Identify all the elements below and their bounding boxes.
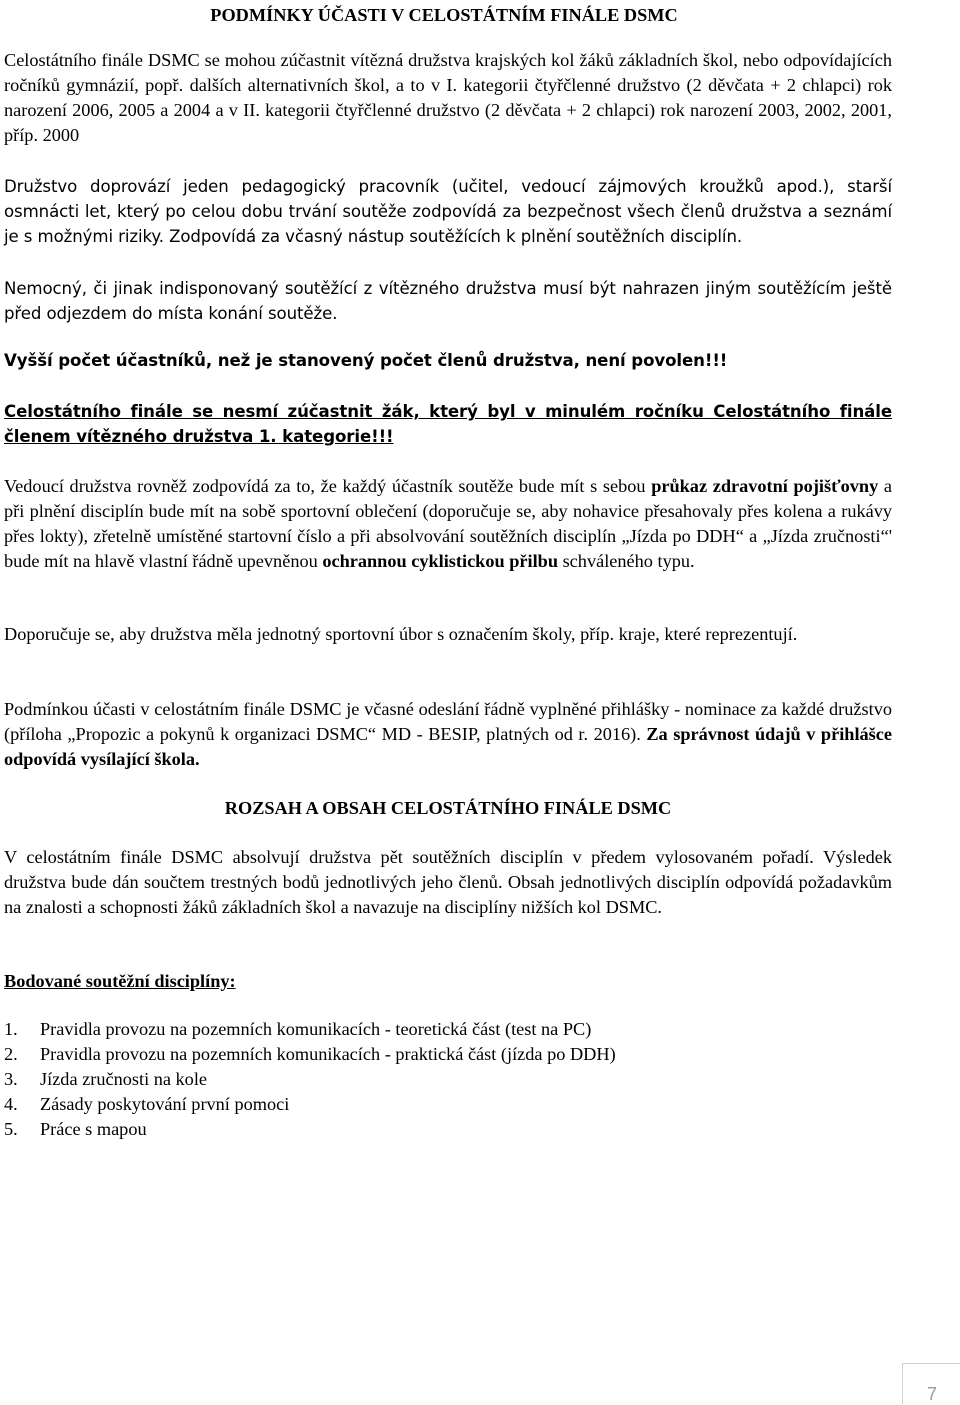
equipment-text-e: schváleného typu.: [558, 551, 695, 571]
paragraph-replacement: Nemocný, či jinak indisponovaný soutěžící z vítězného družstva musí být nahrazen jiným soutěžícím ještě před odjezdem do místa konání soutěže.: [4, 279, 892, 323]
list-item-text: Práce s mapou: [40, 1119, 147, 1139]
eligibility-text-a: Celostátního finále DSMC se mohou zúčastnit vítězná družstva krajských kol žáků základních škol, nebo odpovídajících ročníků gymnázií, popř.: [4, 50, 892, 95]
paragraph-exclusion-rule: Celostátního finále se nesmí zúčastnit žák, který byl v minulém ročníku Celostátního finále členem vítězného družstva 1. kategorie!!!: [4, 402, 892, 446]
registration-responsibility: Za správnost údajů v přihlášce odpovídá vysílající škola.: [4, 724, 893, 769]
list-item: [4, 1067, 892, 1092]
list-item: [4, 1042, 892, 1067]
list-item-text: Jízda zručnosti na kole: [40, 1069, 208, 1089]
equipment-text-c: a při plnění disciplín bude mít na sobě sportovní oblečení (doporučuje se, aby nohavice přesahovaly přes kolena a rukávy přes lokty), zřetelně umístěné startovní číslo a při absolvování soutěžních disciplín „Jízda po DDH“ a „Jízda zručnosti“' bude mít na hlavě vlastní řádně upevněnou: [4, 476, 892, 571]
paragraph-supervisor: [4, 174, 892, 249]
list-item-number: 3.: [4, 1069, 18, 1089]
list-item-number: 1.: [4, 1019, 18, 1039]
list-item-text: Pravidla provozu na pozemních komunikacích - praktická část (jízda po DDH): [40, 1044, 616, 1064]
list-item: [4, 1092, 892, 1117]
paragraph-scope: V celostátním finále DSMC absolvují družstva pět soutěžních disciplín v předem vylosovaném pořadí. Výsledek družstva bude dán součtem trestných bodů jednotlivých jeho členů. Obsah jednotlivých disciplín odpovídá požadavkům na znalosti a schopnosti žáků základních škol a navazuje na disciplíny nižších kol DSMC.: [4, 847, 892, 917]
eligibility-text-b: dalších alternativních škol, a to v I. kategorii čtyřčlenné družstvo (2 děvčata + 2 chlapci) rok narození 2006, 2005 a 2004 a v II. kategorii čtyřčlenné družstvo (2 děvčata + 2 chlapci) rok narození 2003, 2002, 2001, příp. 2000: [4, 75, 892, 145]
supervisor-text-a: Družstvo doprovází jeden pedagogický pracovník (učitel, vedoucí zájmových kroužků apod.: [4, 177, 823, 196]
list-item-number: 2.: [4, 1044, 18, 1064]
list-item: [4, 1017, 892, 1042]
paragraph-registration: [4, 697, 892, 772]
list-item: [4, 1117, 892, 1142]
list-item-text: Pravidla provozu na pozemních komunikacích - teoretická část (test na PC): [40, 1019, 592, 1039]
page-number: 7: [902, 1363, 960, 1404]
paragraph-equipment: [4, 474, 892, 574]
equipment-text-a: Vedoucí družstva rovněž zodpovídá za to, že každý účastník soutěže bude mít s sebou: [4, 476, 652, 496]
list-title-disciplines: Bodované soutěžní disciplíny:: [4, 971, 236, 991]
list-item-number: 4.: [4, 1094, 18, 1114]
registration-text-a: Podmínkou účasti v celostátním finále DSMC je včasné odeslání řádně vyplněné přihlášky - nominace za každé družstvo (příloha „Propozic a pokynů k organizaci DSMC“ MD - BESIP, platných od r. 2016).: [4, 699, 892, 744]
supervisor-text-b: ), starší osmnácti let, který po celou dobu trvání soutěže zodpovídá za bezpečnost všech členů družstva a seznámí je s možnými riziky. Zodpovídá za včasný nástup soutěžících k plnění soutěžních disciplín.: [4, 177, 892, 246]
paragraph-uniform: Doporučuje se, aby družstva měla jednotný sportovní úbor s označením školy, příp. kraje, které reprezentují.: [4, 624, 798, 644]
paragraph-eligibility: [4, 48, 892, 148]
list-item-text: Zásady poskytování první pomoci: [40, 1094, 290, 1114]
section-heading-conditions: PODMÍNKY ÚČASTI V CELOSTÁTNÍM FINÁLE DSMC: [210, 5, 678, 25]
discipline-list: [4, 1017, 892, 1142]
list-item-number: 5.: [4, 1119, 18, 1139]
insurance-card-emphasis: průkaz zdravotní pojišťovny: [651, 476, 879, 496]
paragraph-participant-limit: Vyšší počet účastníků, než je stanovený počet členů družstva, není povolen!!!: [4, 351, 728, 370]
helmet-emphasis: ochrannou cyklistickou přilbu: [322, 551, 558, 571]
section-heading-scope: ROZSAH A OBSAH CELOSTÁTNÍHO FINÁLE DSMC: [224, 798, 672, 818]
